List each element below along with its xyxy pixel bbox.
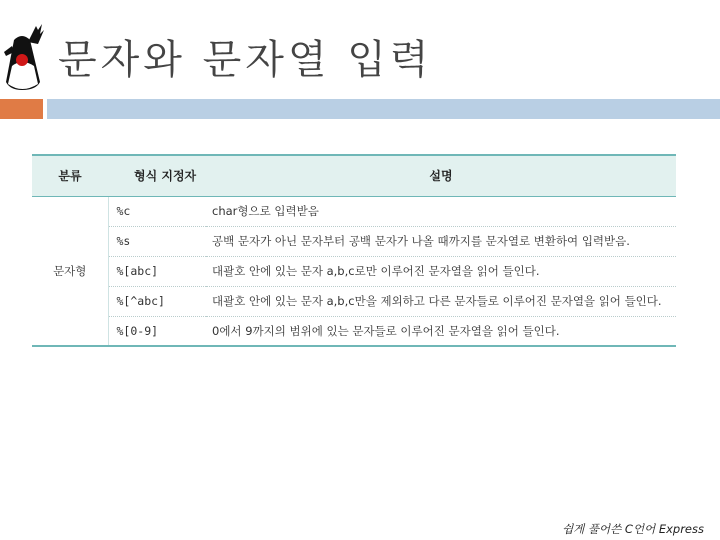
- description-cell: 공백 문자가 아닌 문자부터 공백 문자가 나올 때까지를 문자열로 변환하여 입력받음.: [206, 226, 676, 256]
- title-accent-blue-bar: [47, 99, 720, 119]
- header-category: 분류: [32, 155, 108, 196]
- description-cell: 대괄호 안에 있는 문자 a,b,c로만 이루어진 문자열을 읽어 들인다.: [206, 256, 676, 286]
- java-duke-logo-icon: [0, 22, 46, 96]
- description-cell: 대괄호 안에 있는 문자 a,b,c만을 제외하고 다른 문자들로 이루어진 문자열을 읽어 들인다.: [206, 286, 676, 316]
- format-cell: %[^abc]: [108, 286, 206, 316]
- format-cell: %[abc]: [108, 256, 206, 286]
- category-cell: 문자형: [32, 196, 108, 346]
- format-cell: %c: [108, 196, 206, 226]
- footer-text: 쉽게 풀어쓴 C언어 Express: [562, 522, 704, 536]
- format-cell: %[0-9]: [108, 316, 206, 346]
- description-cell: 0에서 9까지의 범위에 있는 문자들로 이루어진 문자열을 읽어 들인다.: [206, 316, 676, 346]
- title-accent-orange-bar: [0, 99, 43, 119]
- table-row: [32, 226, 676, 256]
- header-description: 설명: [206, 155, 676, 196]
- format-specifier-table: [32, 154, 676, 347]
- table-row: [32, 286, 676, 316]
- table-header-row: [32, 155, 676, 196]
- table-row: [32, 316, 676, 346]
- description-cell: char형으로 입력받음: [206, 196, 676, 226]
- table-row: [32, 256, 676, 286]
- header-format: 형식 지정자: [108, 155, 206, 196]
- table-row: [32, 196, 676, 226]
- format-cell: %s: [108, 226, 206, 256]
- slide-title: 문자와 문자열 입력: [58, 37, 433, 83]
